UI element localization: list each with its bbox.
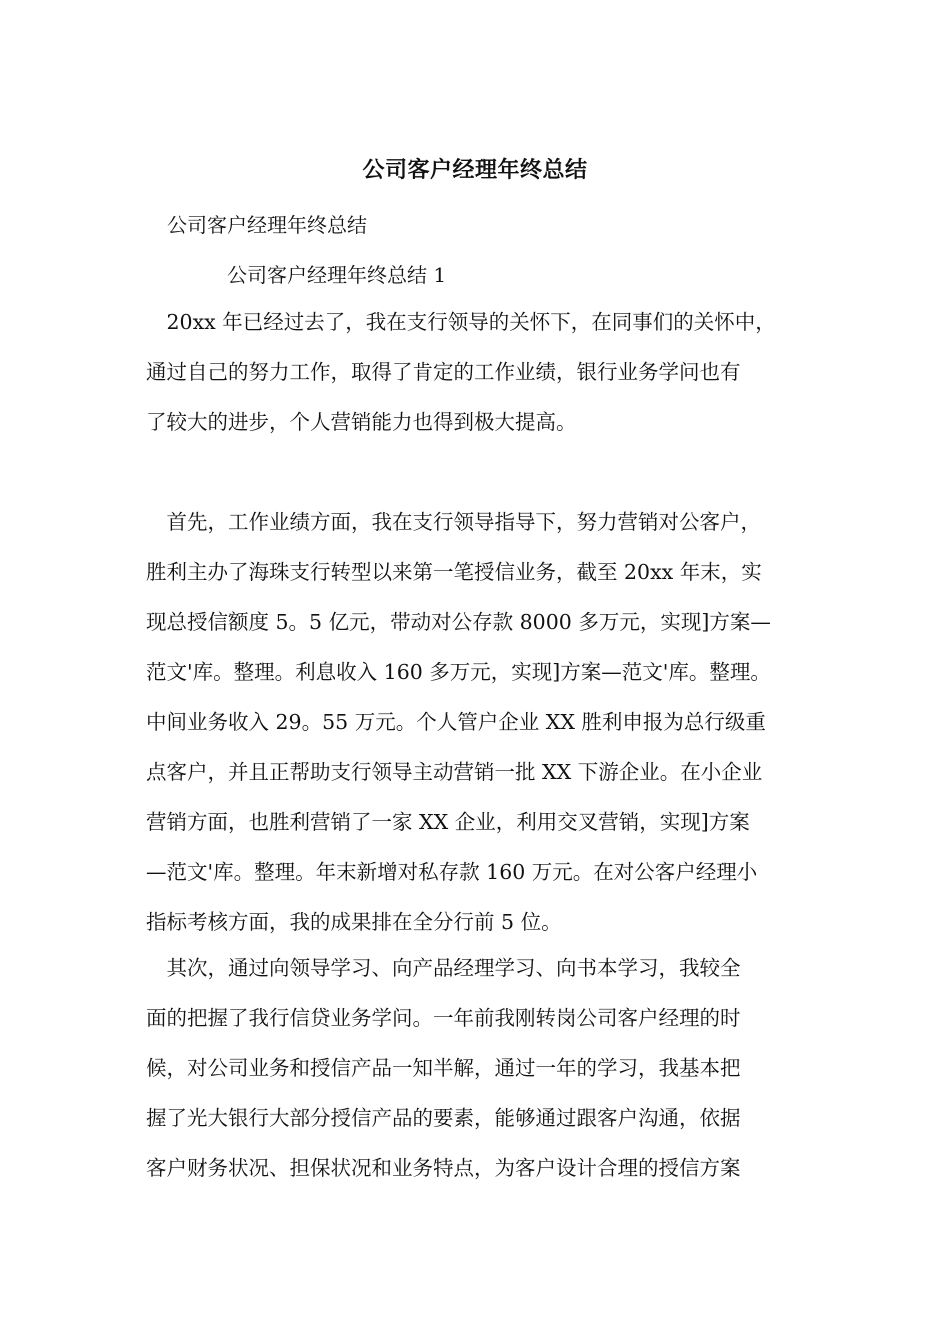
text-line: 候，对公司业务和授信产品一知半解，通过一年的学习，我基本把 [146,1056,741,1080]
text-line: 点客户，并且正帮助支行领导主动营销一批 XX 下游企业。在小企业 [146,760,763,784]
text-line: 指标考核方面，我的成果排在全分行前 5 位。 [146,910,562,934]
text-line: 了较大的进步，个人营销能力也得到极大提高。 [146,410,577,434]
text-line: 20xx 年已经过去了，我在支行领导的关怀下，在同事们的关怀中， [146,310,776,334]
text-line: 营销方面，也胜利营销了一家 XX 企业，利用交叉营销，实现]方案 [146,810,750,834]
text-line: 中间业务收入 29。55 万元。个人管户企业 XX 胜利申报为总行级重 [146,710,766,734]
section-heading: 公司客户经理年终总结 1 [227,263,447,287]
text-line: 客户财务状况、担保状况和业务特点，为客户设计合理的授信方案 [146,1156,741,1180]
text-line: 通过自己的努力工作，取得了肯定的工作业绩，银行业务学问也有 [146,360,741,384]
document-title: 公司客户经理年终总结 [362,157,588,183]
paragraph-learning [146,943,836,1193]
document-subtitle: 公司客户经理年终总结 [167,213,367,237]
text-line: 范文'库。整理。利息收入 160 多万元，实现]方案—范文'库。整理。 [146,660,771,684]
paragraph-performance [146,497,836,947]
paragraph-intro [146,297,836,447]
text-line: 首先，工作业绩方面，我在支行领导指导下，努力营销对公客户， [146,510,761,534]
text-line: 胜利主办了海珠支行转型以来第一笔授信业务，截至 20xx 年末，实 [146,560,762,584]
text-line: —范文'库。整理。年末新增对私存款 160 万元。在对公客户经理小 [146,860,758,884]
text-line: 其次，通过向领导学习、向产品经理学习、向书本学习，我较全 [146,956,741,980]
text-line: 面的把握了我行信贷业务学问。一年前我刚转岗公司客户经理的时 [146,1006,741,1030]
text-line: 握了光大银行大部分授信产品的要素，能够通过跟客户沟通，依据 [146,1106,741,1130]
text-line: 现总授信额度 5。5 亿元，带动对公存款 8000 多万元，实现]方案— [146,610,771,634]
